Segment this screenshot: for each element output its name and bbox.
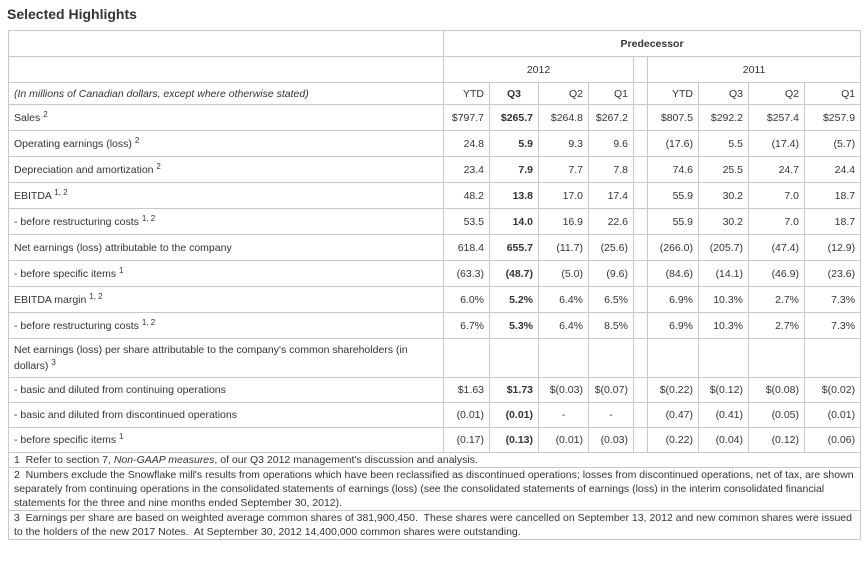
table-cell: $(0.03) — [539, 378, 589, 403]
table-cell: 30.2 — [699, 209, 749, 235]
table-row — [9, 105, 861, 131]
row-label-text: EBITDA — [14, 189, 52, 202]
table-cell: 55.9 — [648, 209, 699, 235]
table-row — [9, 428, 861, 453]
table-cell: 74.6 — [648, 157, 699, 183]
footnote-ref: 1 — [119, 265, 124, 275]
table-cell: (0.41) — [699, 403, 749, 428]
table-cell: (17.4) — [749, 131, 805, 157]
table-cell: 5.2% — [490, 287, 539, 313]
row-label-text: - basic and diluted from continuing operations — [14, 384, 226, 396]
table-cell: $264.8 — [539, 105, 589, 131]
table-row — [9, 313, 861, 339]
table-cell: 6.0% — [444, 287, 490, 313]
footnote-ref: 2 — [134, 135, 140, 145]
predecessor-header-row — [9, 31, 861, 57]
footnote-ref: 1 — [119, 432, 124, 441]
table-cell: (0.12) — [749, 428, 805, 453]
table-cell: 9.3 — [539, 131, 589, 157]
table-cell: (0.03) — [589, 428, 634, 453]
table-cell: 24.4 — [805, 157, 861, 183]
table-cell: 6.7% — [444, 313, 490, 339]
table-cell: 8.5% — [589, 313, 634, 339]
table-cell: $267.2 — [589, 105, 634, 131]
table-cell: $(0.07) — [589, 378, 634, 403]
table-cell: 2.7% — [749, 287, 805, 313]
table-row — [9, 183, 861, 209]
table-cell: (63.3) — [444, 261, 490, 287]
table-cell: 14.0 — [490, 209, 539, 235]
table-cell: 5.3% — [490, 313, 539, 339]
year-2012-label: 2012 — [444, 57, 634, 83]
eps-heading-row — [9, 339, 861, 378]
table-cell: (0.01) — [490, 403, 539, 428]
row-label-text: Depreciation and amortization — [14, 163, 154, 176]
table-cell: (47.4) — [749, 235, 805, 261]
row-label — [9, 105, 444, 131]
table-cell: 7.9 — [490, 157, 539, 183]
table-cell: (0.06) — [805, 428, 861, 453]
footnote-2 — [9, 468, 861, 511]
table-cell: 10.3% — [699, 313, 749, 339]
table-cell: (0.04) — [699, 428, 749, 453]
col-header: Q3 — [699, 83, 749, 105]
row-label — [9, 261, 444, 287]
table-cell: (84.6) — [648, 261, 699, 287]
row-label-text: - basic and diluted from discontinued operations — [14, 409, 237, 421]
table-cell: 53.5 — [444, 209, 490, 235]
table-cell: 7.3% — [805, 313, 861, 339]
table-cell: 23.4 — [444, 157, 490, 183]
table-cell: $265.7 — [490, 105, 539, 131]
row-label — [9, 235, 444, 261]
table-cell: 6.4% — [539, 313, 589, 339]
table-cell: (12.9) — [805, 235, 861, 261]
table-cell: $(0.08) — [749, 378, 805, 403]
row-label-text: Operating earnings (loss) — [14, 137, 132, 150]
table-row — [9, 235, 861, 261]
row-label — [9, 339, 444, 378]
footnote-ref: 3 — [51, 358, 56, 367]
col-header: YTD — [444, 83, 490, 105]
table-cell: 16.9 — [539, 209, 589, 235]
column-header-row — [9, 83, 861, 105]
year-header-row — [9, 57, 861, 83]
row-label-text: EBITDA margin — [14, 293, 87, 306]
col-header: Q1 — [805, 83, 861, 105]
table-row — [9, 287, 861, 313]
table-cell: 18.7 — [805, 183, 861, 209]
row-label-text: - before specific items — [14, 434, 117, 446]
table-cell: $1.63 — [444, 378, 490, 403]
footnote-2-text: 2 Numbers exclude the Snowflake mill's results from operations which have been reclassified as discontinued operations; losses from discontinued operations, net of tax, are shown separately from continuing operations in the consolidated statements of earnings (loss) (see the consolidated statements of earnings (loss) in the interim consolidated financial statements for the three and nine months ended September 30, 2012). — [14, 469, 857, 509]
footnote-ref: 1, 2 — [54, 187, 68, 197]
row-label-text: Net earnings (loss) per share attributable to the company's common shareholders (in dollars) — [14, 344, 408, 372]
row-label — [9, 313, 444, 339]
table-cell: (0.22) — [648, 428, 699, 453]
table-cell: (0.47) — [648, 403, 699, 428]
table-cell: 18.7 — [805, 209, 861, 235]
col-header: Q1 — [589, 83, 634, 105]
table-cell: (14.1) — [699, 261, 749, 287]
row-label — [9, 157, 444, 183]
footnote-ref: 1, 2 — [89, 291, 103, 301]
table-cell: (25.6) — [589, 235, 634, 261]
table-cell: 6.9% — [648, 313, 699, 339]
table-cell: (9.6) — [589, 261, 634, 287]
table-cell: (5.7) — [805, 131, 861, 157]
footnote-1-emphasis: Non-GAAP measures — [113, 454, 215, 466]
table-cell: (46.9) — [749, 261, 805, 287]
table-row — [9, 209, 861, 235]
table-cell: 7.0 — [749, 183, 805, 209]
table-cell: 7.7 — [539, 157, 589, 183]
table-cell: 22.6 — [589, 209, 634, 235]
table-row — [9, 261, 861, 287]
table-cell: $797.7 — [444, 105, 490, 131]
col-header: YTD — [648, 83, 699, 105]
table-cell: $292.2 — [699, 105, 749, 131]
table-cell: $807.5 — [648, 105, 699, 131]
footnote-1-text-end: , of our Q3 2012 management's discussion and analysis. — [214, 454, 478, 466]
table-cell: $257.9 — [805, 105, 861, 131]
table-cell: 7.0 — [749, 209, 805, 235]
table-cell: 618.4 — [444, 235, 490, 261]
table-cell: (0.17) — [444, 428, 490, 453]
table-cell: 6.9% — [648, 287, 699, 313]
table-cell: - — [539, 403, 589, 428]
footnote-3 — [9, 511, 861, 540]
table-cell: 5.5 — [699, 131, 749, 157]
year-2011-label: 2011 — [648, 57, 861, 83]
table-cell: (205.7) — [699, 235, 749, 261]
table-cell: 5.9 — [490, 131, 539, 157]
table-cell: 655.7 — [490, 235, 539, 261]
table-cell: (11.7) — [539, 235, 589, 261]
table-cell: $(0.12) — [699, 378, 749, 403]
footnote-3-text: 3 Earnings per share are based on weighted average common shares of 381,900,450. These shares were cancelled on September 13, 2012 and new common shares were issued to the holders of the new 2017 Notes. At September 30, 2012 14,400,000 common shares were outstanding. — [14, 512, 855, 538]
table-cell: 17.0 — [539, 183, 589, 209]
row-label — [9, 287, 444, 313]
row-label — [9, 403, 444, 428]
footnote-3-row — [9, 511, 861, 540]
footnote-ref: 1, 2 — [141, 213, 156, 223]
row-label-text: Net earnings (loss) attributable to the company — [14, 241, 232, 254]
table-cell: 2.7% — [749, 313, 805, 339]
table-cell: - — [589, 403, 634, 428]
footnote-2-row — [9, 468, 861, 511]
table-cell: (0.05) — [749, 403, 805, 428]
footnote-ref: 2 — [156, 161, 161, 171]
table-cell: 6.4% — [539, 287, 589, 313]
table-cell: $1.73 — [490, 378, 539, 403]
table-cell: 24.7 — [749, 157, 805, 183]
units-note: (In millions of Canadian dollars, except where otherwise stated) — [9, 83, 444, 105]
table-cell: $(0.22) — [648, 378, 699, 403]
table-row — [9, 157, 861, 183]
table-row — [9, 131, 861, 157]
footnote-1 — [9, 453, 861, 468]
table-cell: 25.5 — [699, 157, 749, 183]
row-label-text: Sales — [14, 111, 41, 124]
row-label-text: - before restructuring costs — [14, 319, 139, 332]
table-cell: 7.3% — [805, 287, 861, 313]
table-cell: 13.8 — [490, 183, 539, 209]
table-cell: 9.6 — [589, 131, 634, 157]
footnote-1-row — [9, 453, 861, 468]
table-cell: 30.2 — [699, 183, 749, 209]
col-header: Q3 — [490, 83, 539, 105]
table-cell: 10.3% — [699, 287, 749, 313]
row-label — [9, 131, 444, 157]
row-label — [9, 209, 444, 235]
table-row — [9, 403, 861, 428]
table-cell: (17.6) — [648, 131, 699, 157]
col-header: Q2 — [749, 83, 805, 105]
row-label-text: - before specific items — [14, 267, 117, 280]
footnote-ref: 2 — [43, 109, 48, 119]
highlights-table — [8, 30, 861, 540]
table-cell: (0.01) — [539, 428, 589, 453]
predecessor-label: Predecessor — [444, 31, 861, 57]
row-label — [9, 183, 444, 209]
footnote-1-text: 1 Refer to section 7, — [14, 454, 114, 466]
row-label — [9, 428, 444, 453]
col-header: Q2 — [539, 83, 589, 105]
table-cell: (5.0) — [539, 261, 589, 287]
table-cell: $(0.02) — [805, 378, 861, 403]
table-cell: (0.01) — [805, 403, 861, 428]
table-cell: 17.4 — [589, 183, 634, 209]
table-cell: $257.4 — [749, 105, 805, 131]
table-cell: (23.6) — [805, 261, 861, 287]
table-cell: 6.5% — [589, 287, 634, 313]
table-cell: (0.13) — [490, 428, 539, 453]
table-cell: (48.7) — [490, 261, 539, 287]
row-label — [9, 378, 444, 403]
footnote-ref: 1, 2 — [141, 317, 156, 327]
table-cell: 7.8 — [589, 157, 634, 183]
table-cell: 24.8 — [444, 131, 490, 157]
table-cell: 48.2 — [444, 183, 490, 209]
page-title: Selected Highlights — [7, 6, 137, 22]
table-cell: 55.9 — [648, 183, 699, 209]
row-label-text: - before restructuring costs — [14, 215, 139, 228]
table-cell: (266.0) — [648, 235, 699, 261]
table-row — [9, 378, 861, 403]
table-cell: (0.01) — [444, 403, 490, 428]
